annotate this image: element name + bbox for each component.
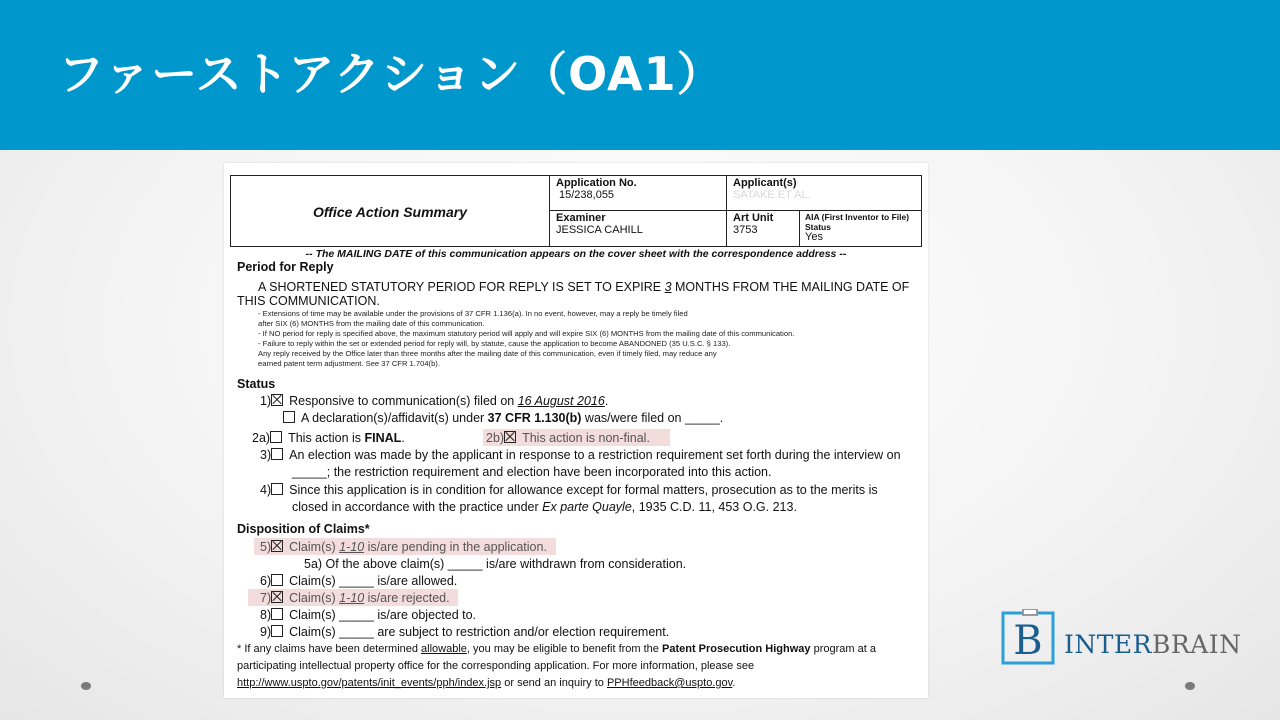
applicant-value: SATAKE ET AL. <box>733 189 811 201</box>
empty-checkbox-icon <box>271 625 283 637</box>
period-notes: - Extensions of time may be available under the provisions of 37 CFR 1.136(a). In no event, however, may a reply be timely filed after SIX (6) MONTHS from the mailing date of this communication. - If NO period for reply is specified above, the maximum statutory period will apply and will expire SIX (6) MONTHS from the mailing date of this communication. - Failure to reply within the set or extended period for reply will, by statute, cause the application to become ABANDONED (35 U.S.C. § 133). Any reply received by the Office later than three months after the mailing date of this communication, even if timely filed, may reduce any earned patent term adjustment. See 37 CFR 1.704(b). <box>258 309 795 368</box>
pph-footnote-line-3: http://www.uspto.gov/patents/init_events/pph/index.jsp or send an inquiry to PPHfeedback@uspto.gov. <box>237 677 736 689</box>
interbrain-logo-text: INTERBRAIN <box>1064 630 1242 659</box>
claim-item-5a: 5a) Of the above claim(s) _____ is/are withdrawn from consideration. <box>304 557 687 571</box>
empty-checkbox-icon <box>271 608 283 620</box>
summary-header-table <box>230 175 922 247</box>
status-item-3-cont: _____; the restriction requirement and election have been incorporated into this action. <box>292 465 772 479</box>
office-action-summary-title: Office Action Summary <box>312 204 468 220</box>
checked-box-icon <box>504 431 516 443</box>
status-heading: Status <box>237 377 276 391</box>
svg-text:B: B <box>1013 618 1043 664</box>
pph-footnote-line-1: * If any claims have been determined allowable, you may be eligible to benefit from the Patent Prosecution Highway program at a <box>237 643 876 655</box>
status-item-1: 1) Responsive to communication(s) filed on 16 August 2016. <box>260 394 609 408</box>
application-no-label: Application No. <box>556 177 637 189</box>
office-action-document <box>224 163 928 698</box>
application-no: 15/238,055 <box>559 189 615 201</box>
claim-item-9: 9) Claim(s) _____ are subject to restriction and/or election requirement. <box>260 625 670 639</box>
checked-box-icon <box>271 540 283 552</box>
claim-item-7: 7) Claim(s) 1-10 is/are rejected. <box>260 591 450 605</box>
slide-dot-right <box>1185 682 1195 690</box>
claim-item-6: 6) Claim(s) _____ is/are allowed. <box>260 574 458 588</box>
examiner-name: JESSICA CAHILL <box>556 224 643 236</box>
empty-checkbox-icon <box>283 411 295 423</box>
period-for-reply-heading: Period for Reply <box>237 260 334 274</box>
aia-label: AIA (First Inventor to File) <box>805 212 910 222</box>
status-item-1b: A declaration(s)/affidavit(s) under 37 CFR 1.130(b) was/were filed on _____. <box>283 411 723 425</box>
checked-box-icon <box>271 591 283 603</box>
pph-link[interactable]: http://www.uspto.gov/patents/init_events/pph/index.jsp <box>237 677 502 689</box>
checked-box-icon <box>271 394 283 406</box>
slide-dot-left <box>81 682 91 690</box>
pph-email-link[interactable]: PPHfeedback@uspto.gov <box>606 677 733 689</box>
mailing-date-notice: -- The MAILING DATE of this communication appears on the cover sheet with the correspondence address -- <box>305 248 847 260</box>
status-item-4-cont: closed in accordance with the practice under Ex parte Quayle, 1935 C.D. 11, 453 O.G. 213. <box>292 500 797 514</box>
status-item-2a: 2a) This action is FINAL. <box>252 431 405 445</box>
empty-checkbox-icon <box>271 574 283 586</box>
aia-status: Yes <box>805 231 823 243</box>
title-banner <box>0 0 1280 150</box>
empty-checkbox-icon <box>270 431 282 443</box>
claim-item-5: 5) Claim(s) 1-10 is/are pending in the application. <box>260 540 547 554</box>
status-item-2b: 2b) This action is non-final. <box>486 431 650 445</box>
aia-status-label: Status <box>805 222 831 232</box>
empty-checkbox-icon <box>271 483 283 495</box>
claim-item-8: 8) Claim(s) _____ is/are objected to. <box>260 608 477 622</box>
disposition-heading: Disposition of Claims* <box>237 522 370 536</box>
interbrain-logo-mark <box>1001 609 1057 665</box>
art-unit-value: 3753 <box>733 224 758 236</box>
art-unit-label: Art Unit <box>733 212 774 224</box>
statutory-period-line: A SHORTENED STATUTORY PERIOD FOR REPLY IS SET TO EXPIRE 3 MONTHS FROM THE MAILING DATE OF <box>258 280 910 294</box>
examiner-label: Examiner <box>556 212 606 224</box>
statutory-period-line-2: THIS COMMUNICATION. <box>237 294 380 308</box>
applicant-label: Applicant(s) <box>733 177 797 189</box>
empty-checkbox-icon <box>271 448 283 460</box>
pph-footnote-line-2: participating intellectual property office for the corresponding application. For more information, please see <box>237 660 755 672</box>
slide-title: ファーストアクション（OA1） <box>58 47 724 101</box>
status-item-3: 3) An election was made by the applicant in response to a restriction requirement set forth during the interview on <box>260 448 901 462</box>
status-item-4: 4) Since this application is in condition for allowance except for formal matters, prosecution as to the merits is <box>260 483 878 497</box>
